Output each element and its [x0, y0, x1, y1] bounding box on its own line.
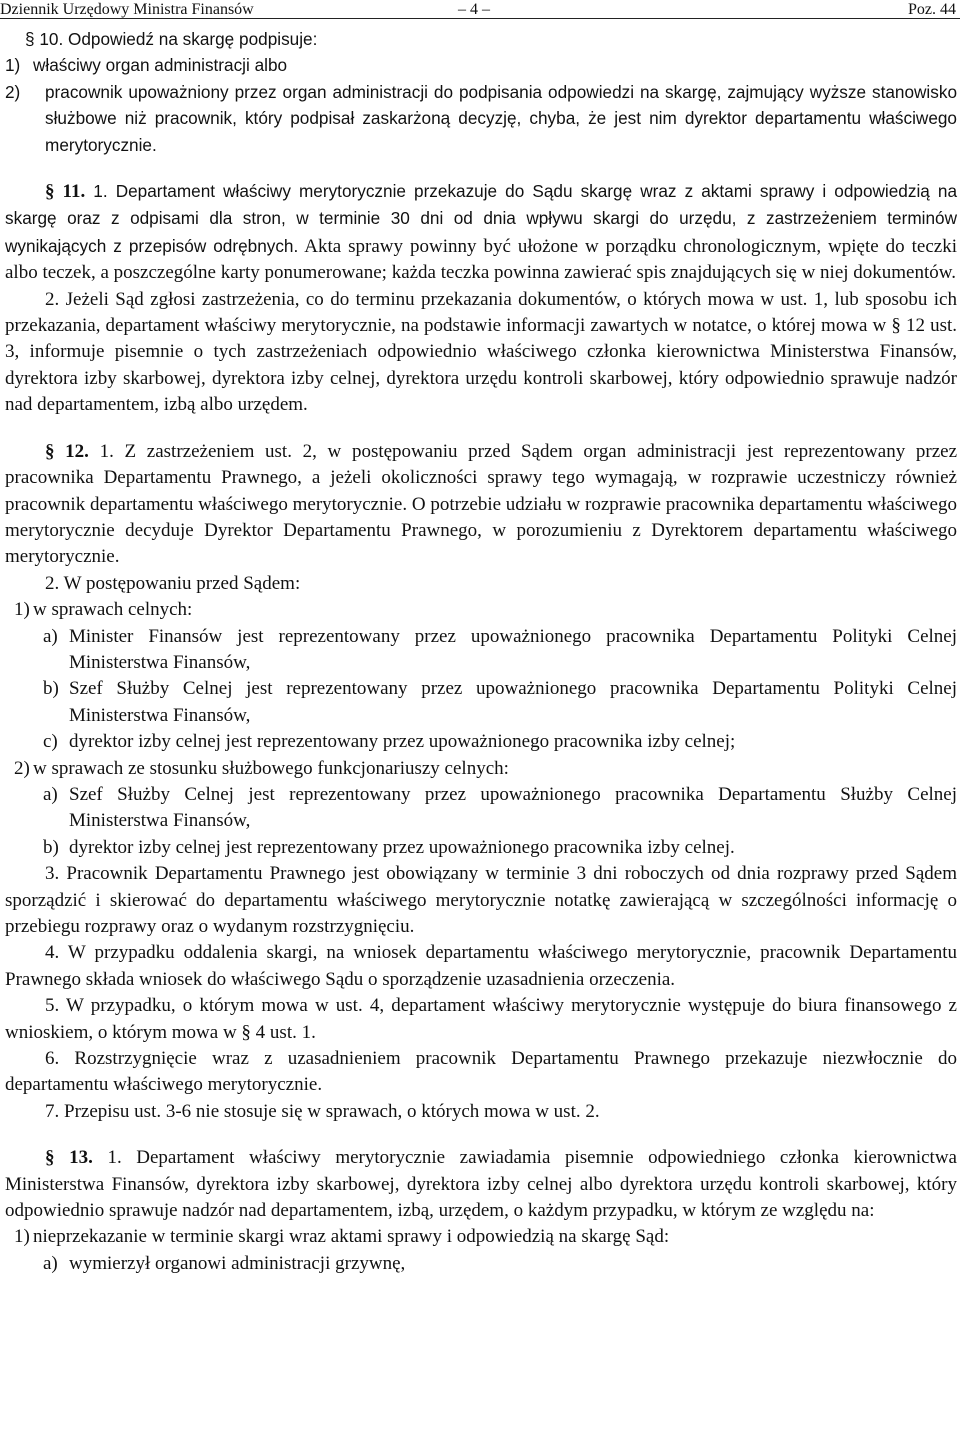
page-header: [0, 0, 960, 22]
section-12-point-2a: [5, 782, 957, 835]
header-rule: [0, 18, 960, 19]
section-12-para-3: 3. Pracownik Departamentu Prawnego jest obowiązany w terminie 3 dni roboczych od dnia rozprawy przed Sądem sporządzić i skierować do departamentu właściwego merytorycznie notatkę zawierającą w szczególności informację o przebiegu rozprawy oraz o wydanym rozstrzygnięciu.: [5, 863, 957, 937]
section-13-point-1a: [5, 1251, 957, 1277]
letter-text: Szef Służby Celnej jest reprezentowany przez upoważnionego pracownika Departamentu Służby Celnej Ministerstwa Finansów,: [69, 783, 957, 832]
section-10-item-1: [5, 52, 957, 78]
section-12-para-4: 4. W przypadku oddalenia skargi, na wniosek departamentu właściwego merytorycznie, pracownik Departamentu Prawnego składa wniosek do właściwego Sądu o sporządzenie uzasadnienia orzeczenia.: [5, 942, 957, 990]
section-12-para-7: 7. Przepisu ust. 3-6 nie stosuje się w sprawach, o których mowa w ust. 2.: [45, 1100, 600, 1122]
section-12-para-2: 2. W postępowaniu przed Sądem:: [45, 572, 301, 594]
section-13-heading: § 13.: [45, 1147, 93, 1169]
letter-text: Szef Służby Celnej jest reprezentowany przez upoważnionego pracownika Departamentu Polityki Celnej Ministerstwa Finansów,: [69, 678, 957, 726]
section-12-point-2: [5, 756, 957, 782]
position-number: Poz. 44: [908, 1, 956, 18]
point-number: 1): [14, 1226, 30, 1248]
section-12-point-1a: [5, 624, 957, 677]
letter-text: Minister Finansów jest reprezentowany przez upoważnionego pracownika Departamentu Polityki Celnej Ministerstwa Finansów,: [69, 625, 957, 673]
point-number: 1): [14, 599, 30, 621]
section-10-intro: § 10. Odpowiedź na skargę podpisuje:: [25, 29, 318, 49]
section-11-heading: § 11.: [45, 181, 86, 203]
document-body: [5, 26, 957, 1277]
letter-text: wymierzył organowi administracji grzywnę,: [69, 1252, 406, 1274]
section-12-point-1c: [5, 729, 957, 755]
section-12-point-2b: [5, 835, 957, 861]
section-12-para-1: [5, 439, 957, 571]
section-11-para-2: 2. Jeżeli Sąd zgłosi zastrzeżenia, co do terminu przekazania dokumentów, o których mowa w ust. 1, lub sposobu ich przekazania, departament właściwy merytorycznie, na podstawie informacji zawartych w notatce, o której mowa w § 12 ust. 3, informuje pisemnie o tych zastrzeżeniach odpowiednio właściwego członka kierownictwa Ministerstwa Finansów, dyrektora izby skarbowej, dyrektora izby celnej, dyrektora urzędu kontroli skarbowej, który odpowiednio sprawuje nadzór nad departamentem, izbą albo urzędem.: [5, 288, 957, 416]
letter: a): [43, 625, 58, 647]
para-text: 1. Departament właściwy merytorycznie przekazuje do Sądu skargę wraz z aktami sprawy i odpowiedzią na skargę oraz z odpisami dla stron, w terminie 30 dni od dnia wpływu skargi do urzędu, z zastrzeżeniem terminów wynikających z przepisów odrębnych.: [5, 181, 958, 256]
para-text: 1. Departament właściwy merytorycznie zawiadamia pisemnie odpowiedniego członka kierownictwa Ministerstwa Finansów, dyrektora izby skarbowej, dyrektora izby celnej albo dyrektora urzędu kontroli skarbowej, który odpowiednio sprawuje nadzór nad departamentem, izbą, urzędem, o każdym przypadku, w którym ze względu na:: [5, 1147, 957, 1222]
letter: c): [43, 731, 58, 753]
point-number: 2): [14, 757, 30, 779]
journal-title: Dziennik Urzędowy Ministra Finansów: [0, 1, 254, 18]
section-12-point-1b: [5, 676, 957, 729]
item-number: 1): [5, 55, 21, 76]
para-text: 1. Z zastrzeżeniem ust. 2, w postępowaniu przed Sądem organ administracji jest reprezentowany przez pracownika Departamentu Prawnego, a jeżeli okoliczności sprawy tego wymagają, w rozprawie uczestniczy również pracownik departamentu właściwego merytorycznie. O potrzebie udziału w rozprawie pracownika departamentu właściwego merytorycznie decyduje Dyrektor Departamentu Prawnego, w porozumieniu z Dyrektorem departamentu właściwego merytorycznie.: [5, 440, 957, 568]
letter: b): [43, 836, 59, 858]
letter: a): [43, 1252, 58, 1274]
item-text: pracownik upoważniony przez organ administracji do podpisania odpowiedzi na skargę, zajmujący wyższe stanowisko służbowe niż pracownik, który podpisał zaskarżoną decyzję, chyba, że jest nim dyrektor departamentu właściwego merytorycznie.: [45, 81, 957, 155]
para-text: Akta sprawy powinny być ułożone w porządku chronologicznym, wpięte do teczki albo teczek, a poszczególne karty ponumerowane; każda teczka powinna zawierać spis znajdujących się w niej dokumentów.: [5, 235, 958, 284]
letter-text: dyrektor izby celnej jest reprezentowany przez upoważnionego pracownika izby celnej;: [69, 731, 736, 753]
letter: a): [43, 783, 58, 805]
item-text: właściwy organ administracji albo: [33, 55, 288, 76]
section-13-para-1: [5, 1145, 957, 1224]
section-13-point-1: [5, 1224, 957, 1250]
section-11-para-1: [5, 178, 957, 287]
section-12-heading: § 12.: [45, 440, 89, 462]
point-text: w sprawach ze stosunku służbowego funkcjonariuszy celnych:: [33, 757, 509, 779]
letter-text: dyrektor izby celnej jest reprezentowany przez upoważnionego pracownika izby celnej.: [69, 836, 735, 858]
point-text: nieprzekazanie w terminie skargi wraz aktami sprawy i odpowiedzią na skargę Sąd:: [33, 1226, 670, 1248]
section-12-para-5: 5. W przypadku, o którym mowa w ust. 4, departament właściwy merytorycznie występuje do biura finansowego z wnioskiem, o którym mowa w § 4 ust. 1.: [5, 995, 957, 1043]
section-10-item-2: [5, 79, 957, 158]
section-12-para-6: 6. Rozstrzygnięcie wraz z uzasadnieniem pracownik Departamentu Prawnego przekazuje niezwłocznie do departamentu właściwego merytorycznie.: [5, 1048, 957, 1096]
section-12-point-1: [5, 597, 957, 623]
item-number: 2): [5, 81, 21, 102]
point-text: w sprawach celnych:: [33, 599, 193, 621]
letter: b): [43, 678, 59, 700]
page-number: – 4 –: [458, 1, 490, 18]
